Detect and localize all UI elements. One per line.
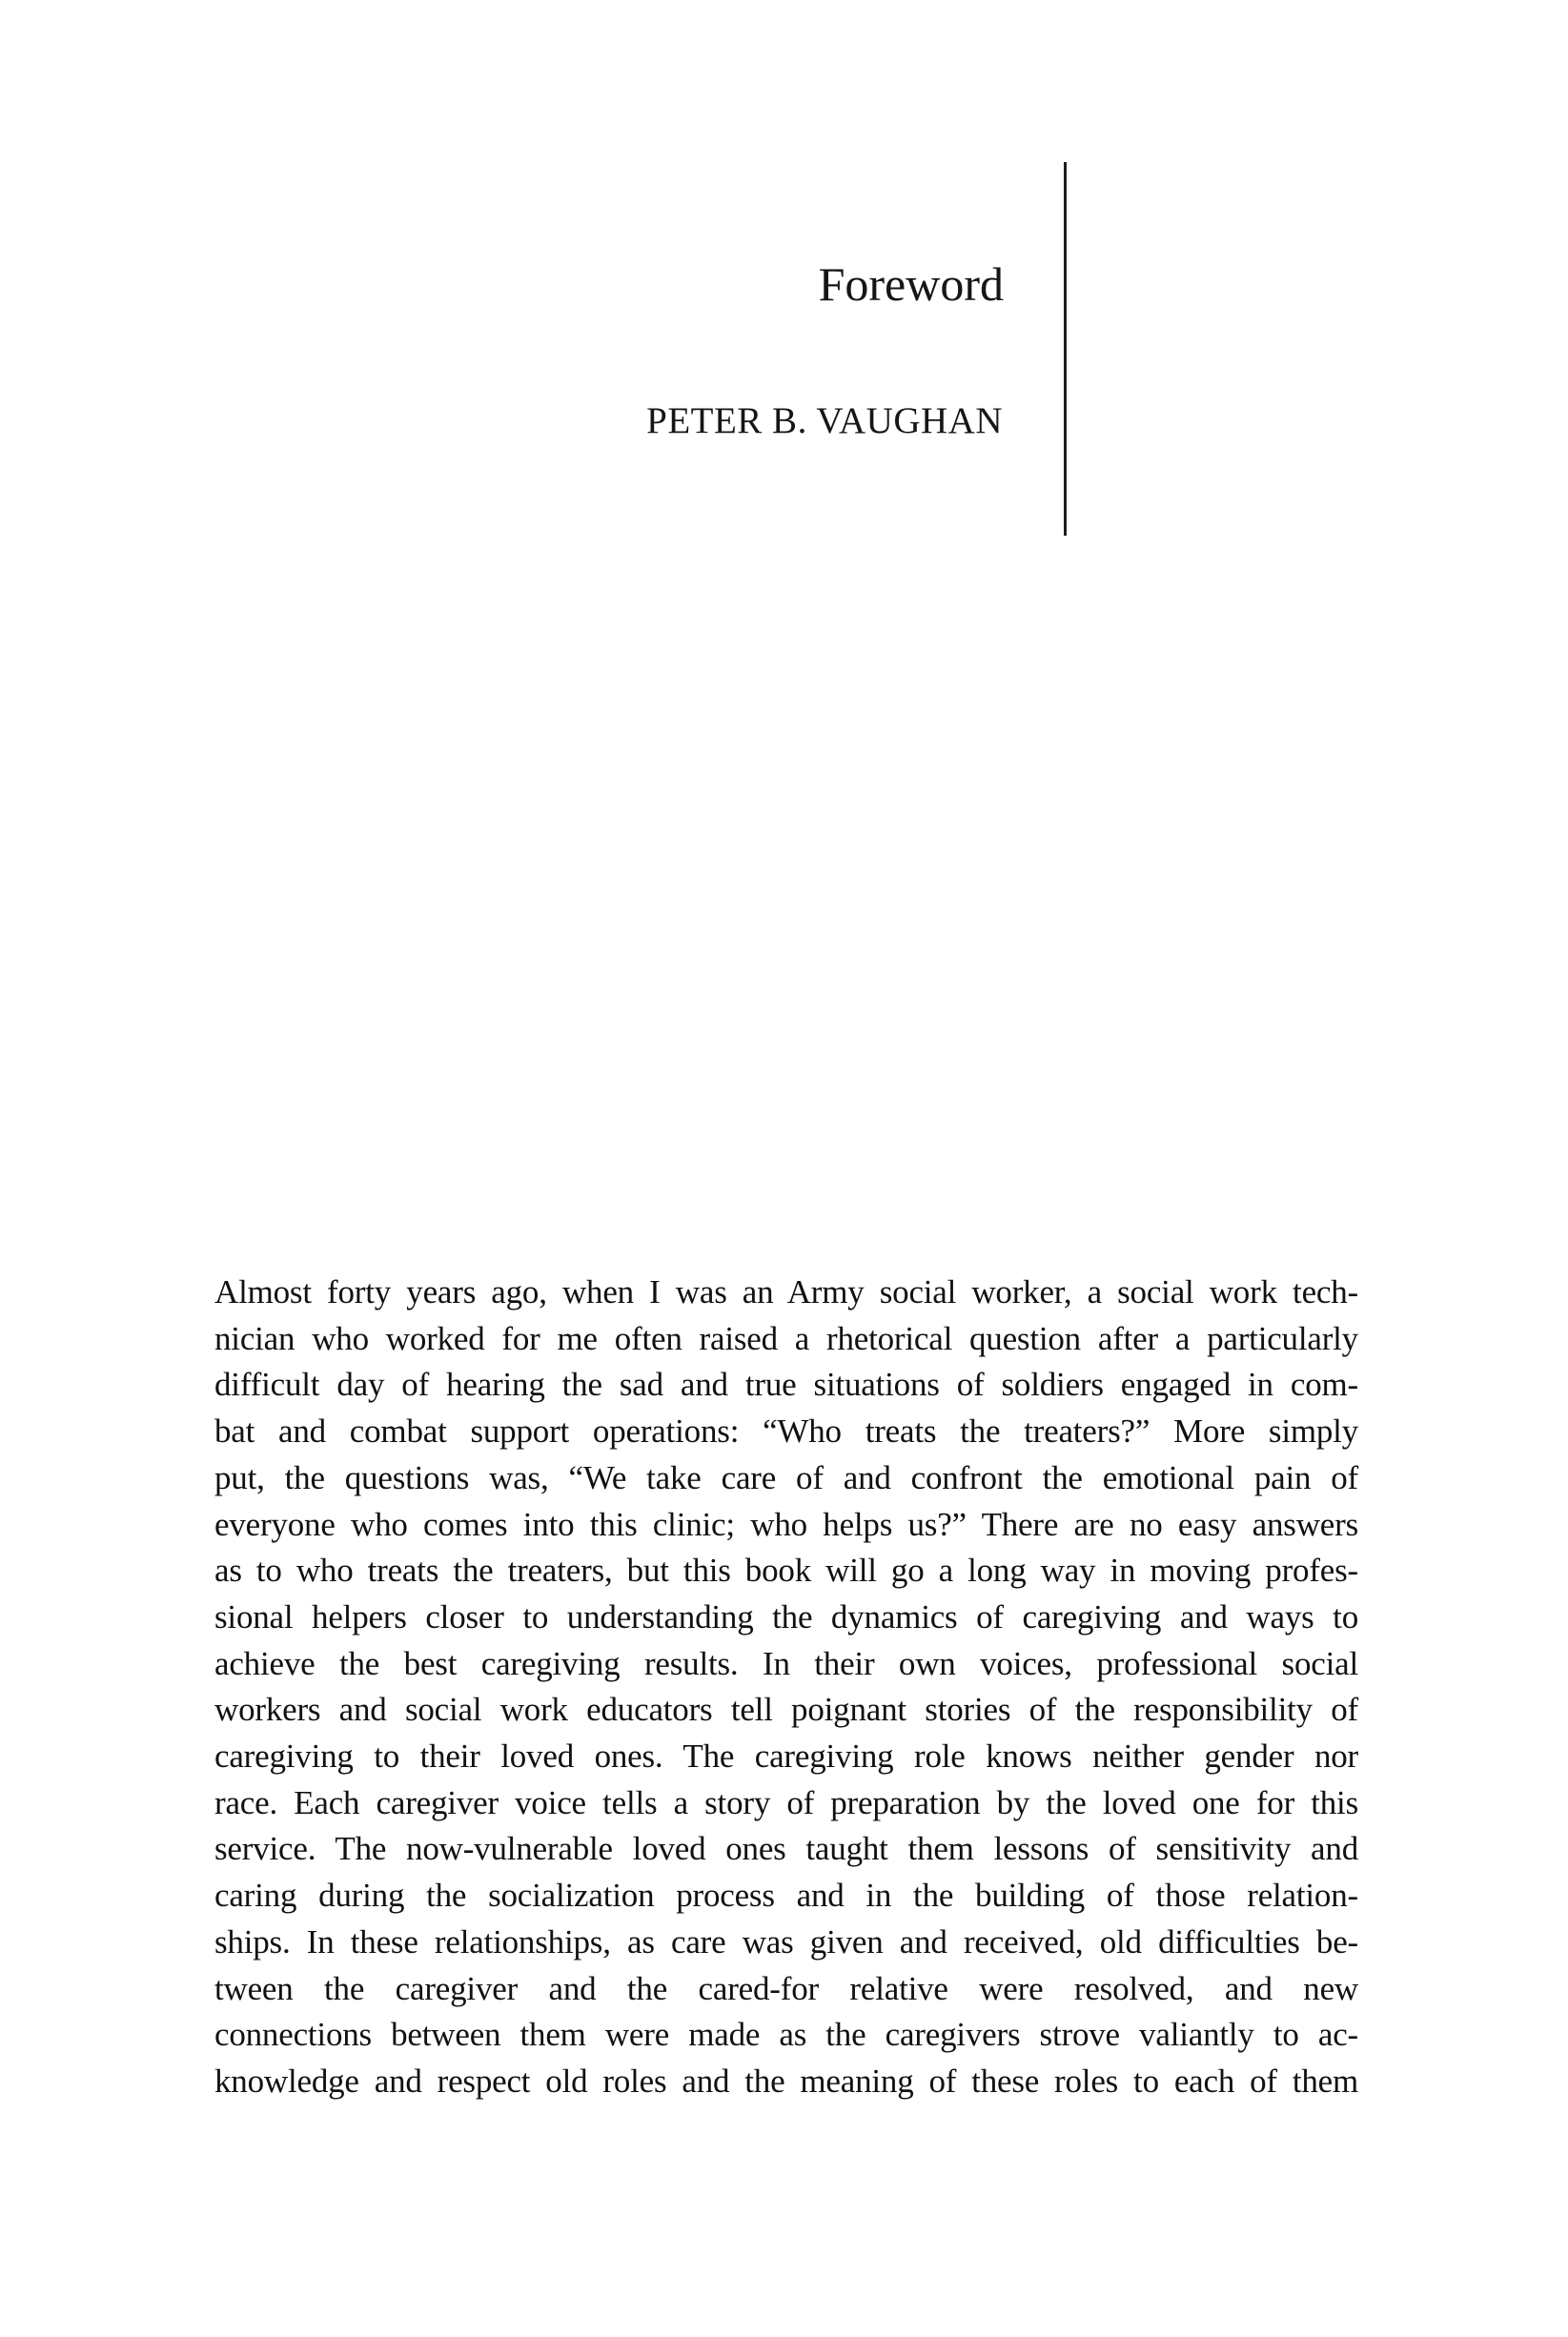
text-line: ships. In these relationships, as care was given and received, old difficulties be- [214,1922,1358,1961]
text-line: put, the questions was, “We take care of and confront the emotional pain of [214,1458,1358,1496]
text-line: as to who treats the treaters, but this book will go a long way in moving profes- [214,1552,1358,1590]
text-line: sional helpers closer to understanding the dynamics of caregiving and ways to [214,1597,1358,1636]
foreword-paragraph [214,1270,1358,2105]
text-line: knowledge and respect old roles and the meaning of these roles to each of them [214,2062,1358,2100]
text-line: connections between them were made as the caregivers strove valiantly to ac- [214,2016,1358,2054]
text-line: workers and social work educators tell poignant stories of the responsibility of [214,1691,1358,1729]
vertical-rule-divider [1064,162,1067,536]
author-name: PETER B. VAUGHAN [646,400,1003,441]
text-line: Almost forty years ago, when I was an Army social worker, a social work tech- [214,1273,1358,1311]
text-line: bat and combat support operations: “Who treats the treaters?” More simply [214,1412,1358,1451]
text-line: race. Each caregiver voice tells a story of preparation by the loved one for this [214,1783,1358,1821]
text-line: achieve the best caregiving results. In their own voices, professional social [214,1644,1358,1682]
chapter-title: Foreword [818,257,1004,311]
text-line: nician who worked for me often raised a rhetorical question after a particularly [214,1319,1358,1357]
text-line: caregiving to their loved ones. The caregiving role knows neither gender nor [214,1738,1358,1776]
text-line: difficult day of hearing the sad and true situations of soldiers engaged in com- [214,1366,1358,1404]
text-line: caring during the socialization process and in the building of those relation- [214,1877,1358,1915]
text-line: service. The now-vulnerable loved ones taught them lessons of sensitivity and [214,1830,1358,1868]
text-line: tween the caregiver and the cared-for relative were resolved, and new [214,1969,1358,2007]
text-line: everyone who comes into this clinic; who helps us?” There are no easy answers [214,1505,1358,1543]
